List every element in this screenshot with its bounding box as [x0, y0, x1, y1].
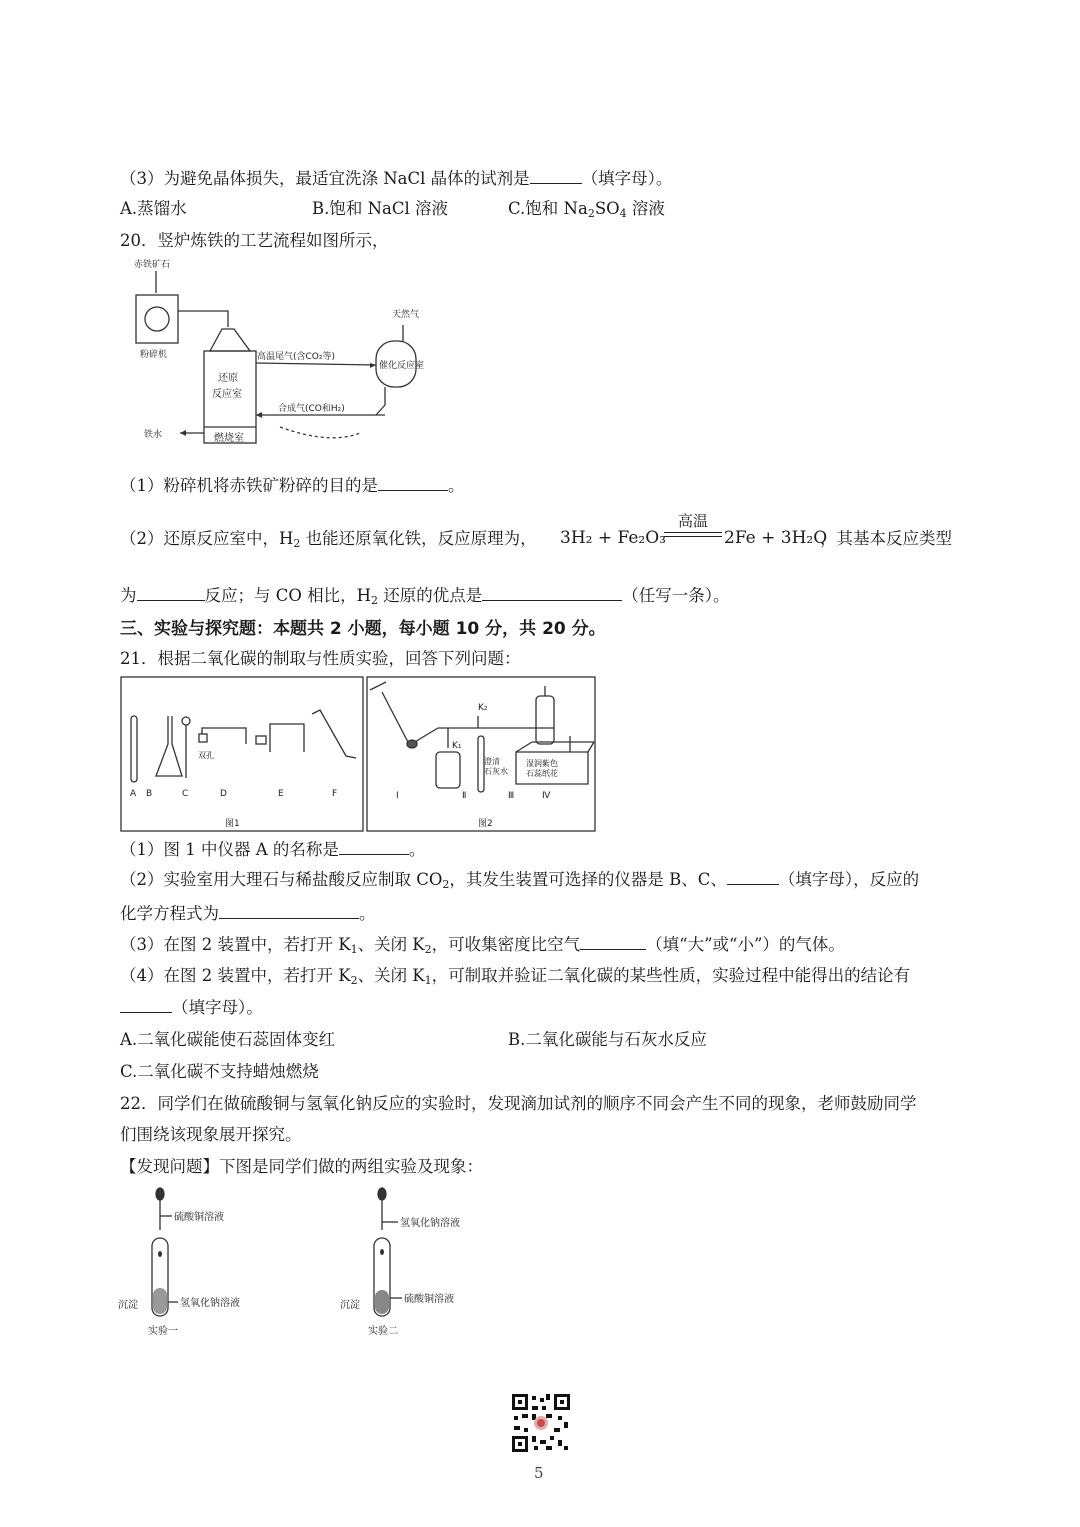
q22-experiment-2 [340, 1182, 490, 1342]
q21-sub4-line2: （填字母）。 [120, 996, 263, 1019]
q21-option-c: C.二氧化碳不支持蜡烛燃烧 [120, 1062, 319, 1081]
exp2-label-top: 氢氧化钠溶液 [400, 1218, 460, 1229]
q20-sub2-line1: （2）还原反应室中，$H_2$ 也能还原氧化铁，反应原理为， [120, 529, 537, 550]
fig1-label-f: F [332, 789, 338, 799]
q20-label-catalytic: 催化反应室 [379, 361, 425, 371]
fig1-label-hole: 双孔 [198, 751, 214, 760]
fig2-label-limewater-2: 石灰水 [484, 767, 508, 776]
exp2-caption: 实验二 [368, 1326, 398, 1337]
q21-sub2-line1: （2）实验室用大理石与稀盐酸反应制取 $CO_2$，其发生装置可选择的仪器是 B、C、 （填字母），反应的 [120, 870, 920, 891]
q20-sub1: （1）粉碎机将赤铁矿粉碎的目的是 。 [120, 476, 465, 495]
exp1-label-top: 硫酸铜溶液 [174, 1212, 224, 1223]
q20-label-ore: 赤铁矿石 [134, 260, 171, 270]
q19-3-option-c: C.饱和 $Na_2SO_4$ 溶液 [508, 199, 665, 220]
fig2-caption: 图2 [478, 819, 493, 829]
equation-condition: 高温 [677, 512, 708, 530]
exp1-caption: 实验一 [148, 1326, 178, 1337]
page-number: 5 [534, 1464, 544, 1482]
q21-sub4-line1: （4）在图 2 装置中，若打开 $K_2$、关闭 $K_1$，可制取并验证二氧化碳的某些性质，实验过程中能得出的结论有 [120, 966, 911, 987]
q20-label-molten-iron: 铁水 [144, 430, 163, 440]
q20-process-diagram [130, 255, 460, 470]
fig2-label-limewater-1: 澄清 [484, 757, 500, 766]
q21-figure-1 [120, 676, 364, 832]
q20-stem: 20．竖炉炼铁的工艺流程如图所示， [120, 231, 389, 250]
q20-label-tail-gas: 高温尾气(含CO₂等) [257, 352, 335, 362]
q21-figure-2 [366, 676, 596, 832]
q20-label-natural-gas: 天然气 [392, 310, 420, 320]
fig2-label-4: Ⅳ [542, 791, 551, 801]
qr-code-icon [510, 1392, 572, 1454]
q19-3-option-a: A.蒸馏水 [120, 199, 187, 218]
fig2-label-2: Ⅱ [462, 791, 467, 801]
q20-label-reduction-1: 还原 [218, 373, 238, 384]
fig2-label-1: Ⅰ [396, 791, 399, 801]
q22-stem-line1: 22．同学们在做硫酸铜与氢氧化钠反应的实验时，发现滴加试剂的顺序不同会产生不同的现象，老师鼓励同学 [120, 1094, 917, 1113]
q20-reaction-equation [560, 510, 828, 554]
q21-sub1: （1）图 1 中仪器 A 的名称是 。 [120, 840, 426, 859]
fig2-label-litmus-1: 湿润紫色 [526, 759, 558, 768]
fig1-label-c: C [182, 789, 189, 799]
fig1-label-b: B [146, 789, 153, 799]
q19-3-stem: （3）为避免晶体损失，最适宜洗涤 NaCl 晶体的试剂是 （填字母）。 [120, 169, 673, 188]
q20-label-combustion: 燃烧室 [214, 433, 244, 444]
q22-experiment-1 [118, 1182, 268, 1342]
q21-option-b: B.二氧化碳能与石灰水反应 [508, 1030, 707, 1049]
exp1-label-bottom: 氢氧化钠溶液 [180, 1298, 240, 1309]
fig1-label-d: D [220, 789, 227, 799]
section-3-heading: 三、实验与探究题：本题共 2 小题，每小题 10 分，共 20 分。 [120, 619, 606, 639]
fig2-label-3: Ⅲ [508, 791, 515, 801]
q20-label-crusher: 粉碎机 [140, 350, 168, 360]
fig2-label-k1: K₁ [452, 741, 462, 751]
fig2-label-litmus-2: 石蕊纸花 [526, 769, 558, 778]
q19-3-option-b: B.饱和 NaCl 溶液 [312, 199, 449, 218]
exp1-label-precipitate: 沉淀 [118, 1300, 138, 1311]
q22-discover-problem: 【发现问题】下图是同学们做的两组实验及现象： [120, 1157, 483, 1176]
q21-sub2-line2: 化学方程式为 。 [120, 904, 376, 923]
q21-option-a: A.二氧化碳能使石蕊固体变红 [120, 1030, 336, 1049]
q20-label-syngas: 合成气(CO和H₂) [278, 404, 345, 414]
fig2-label-k2: K₂ [478, 703, 488, 713]
equation-right: 2Fe + 3H₂O [724, 528, 828, 548]
fig1-label-a: A [130, 789, 137, 799]
q20-label-reduction-2: 反应室 [212, 389, 242, 400]
equation-left: 3H₂ + Fe₂O₃ [560, 528, 667, 548]
fig1-label-e: E [278, 789, 284, 799]
fig1-caption: 图1 [225, 819, 240, 829]
exp2-label-precipitate: 沉淀 [340, 1300, 360, 1311]
q21-stem: 21．根据二氧化碳的制取与性质实验，回答下列问题： [120, 649, 521, 668]
q20-sub2-type-text: ，其基本反应类型 [820, 529, 952, 548]
exp2-label-bottom: 硫酸铜溶液 [404, 1294, 454, 1305]
q21-sub3: （3）在图 2 装置中，若打开 $K_1$、关闭 $K_2$，可收集密度比空气 （填“大”或“小”）的气体。 [120, 935, 845, 956]
q20-sub2-line2: 为 反应；与 CO 相比，$H_2$ 还原的优点是 （任写一条）。 [120, 586, 730, 607]
q22-stem-line2: 们围绕该现象展开探究。 [120, 1125, 302, 1144]
